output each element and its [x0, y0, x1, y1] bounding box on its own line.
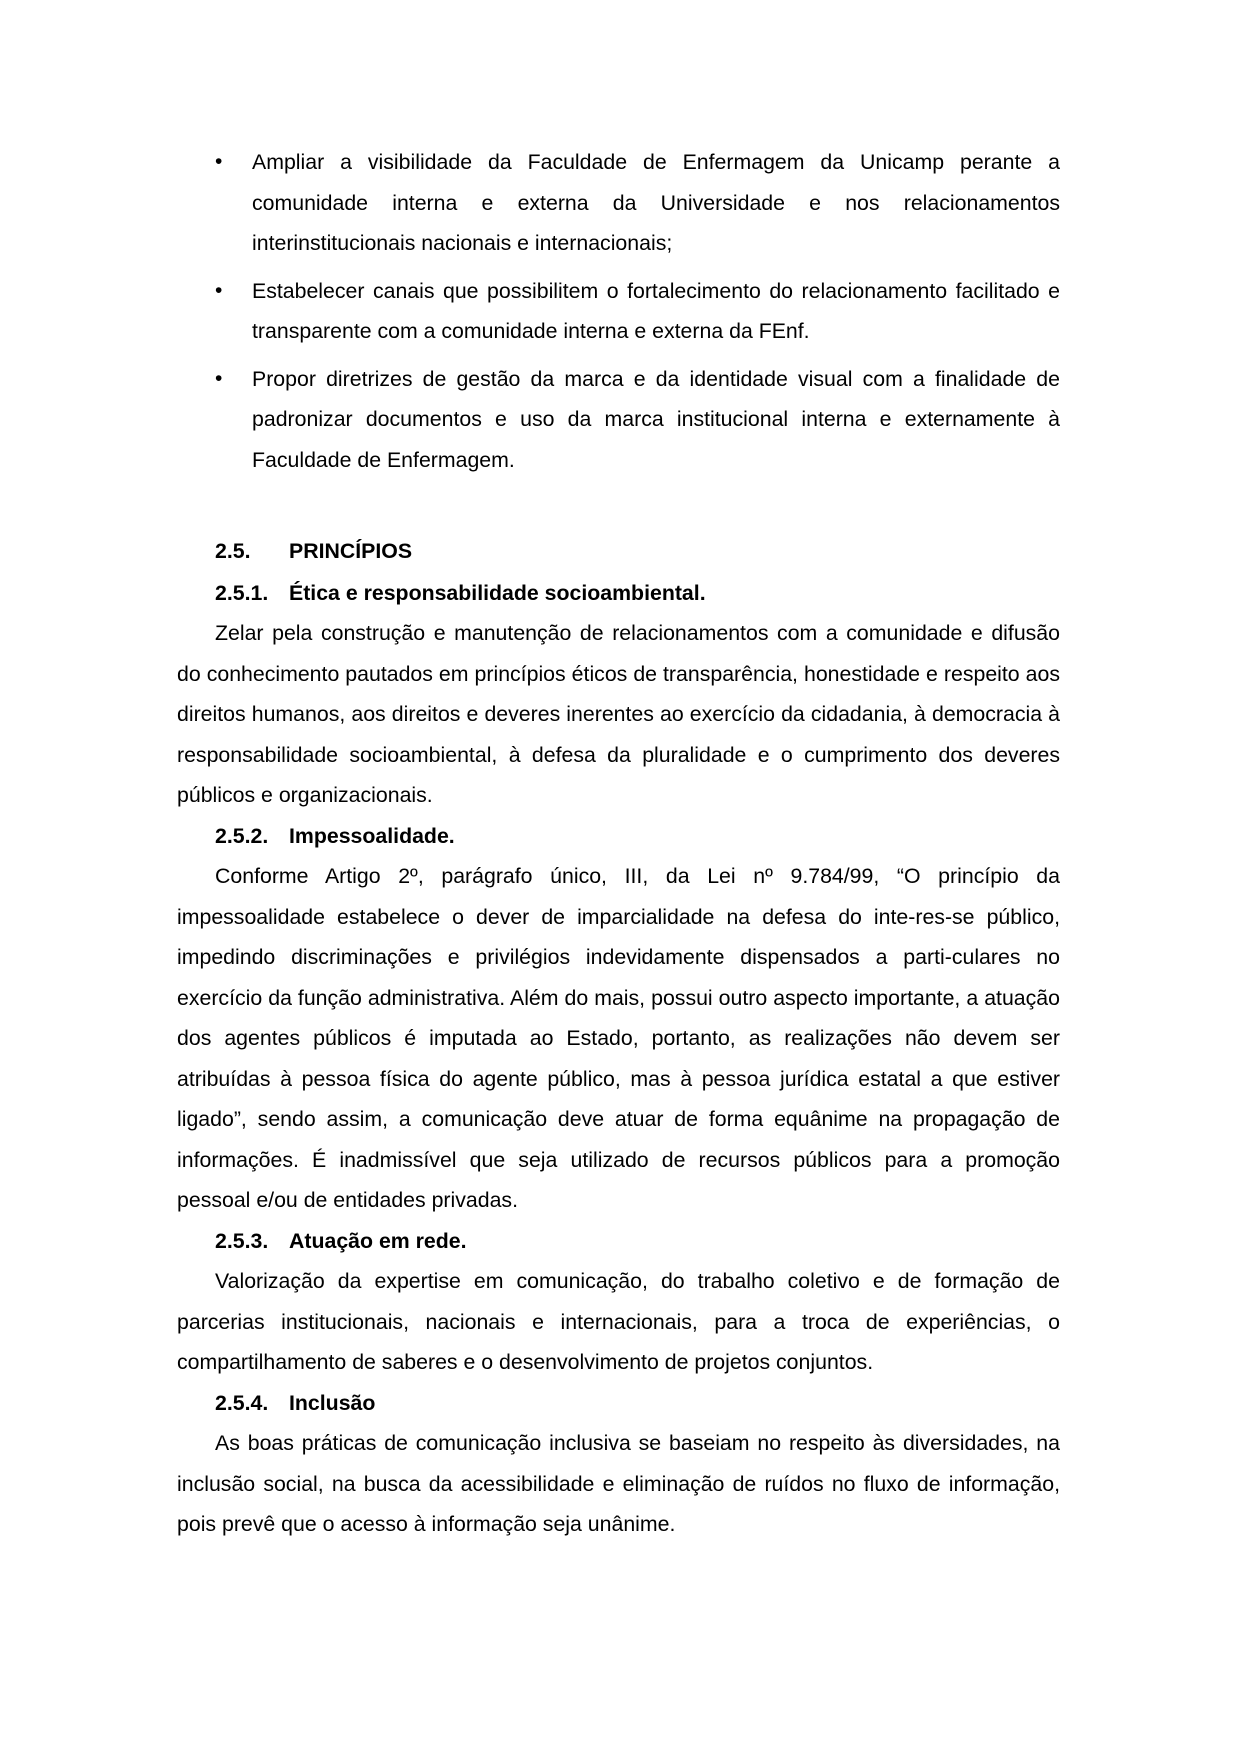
paragraph: Zelar pela construção e manutenção de relacionamentos com a comunidade e difusão do conhecimento pautados em princípios éticos de transparência, honestidade e respeito aos direitos humanos, aos direitos e deveres inerentes ao exercício da cidadania, à democracia à responsabilidade socioambiental, à defesa da pluralidade e o cumprimento dos deveres públicos e organizacionais.	[177, 621, 1060, 807]
subsection-title: Ética e responsabilidade socioambiental.	[289, 580, 706, 605]
list-item-text: Estabelecer canais que possibilitem o fortalecimento do relacionamento facilitado e transparente com a comunidade interna e externa da FEnf.	[252, 278, 1060, 343]
list-item	[177, 142, 1060, 264]
subsection-number: 2.5.2.	[215, 823, 269, 848]
section-title: PRINCÍPIOS	[289, 539, 413, 563]
subsection-heading	[177, 816, 1060, 857]
bullet-icon: •	[215, 278, 223, 302]
paragraph: As boas práticas de comunicação inclusiva se baseiam no respeito às diversidades, na inclusão social, na busca da acessibilidade e eliminação de ruídos no fluxo de informação, pois prevê que o acesso à informação seja unânime.	[177, 1431, 1060, 1536]
list-item	[177, 359, 1060, 481]
list-item-text: Ampliar a visibilidade da Faculdade de Enfermagem da Unicamp perante a comunidade interna e externa da Universidade e nos relacionamentos interinstitucionais nacionais e internacionais;	[252, 150, 1060, 255]
bullet-icon: •	[215, 366, 223, 390]
subsection-title: Atuação em rede.	[289, 1228, 467, 1253]
bullet-icon: •	[215, 150, 223, 173]
section-heading	[177, 531, 1060, 572]
paragraph: Conforme Artigo 2º, parágrafo único, III, da Lei nº 9.784/99, “O princípio da impessoalidade estabelece o dever de imparcialidade na defesa do inte-res-se público, impedindo discriminações e privilégios indevidamente dispensados a parti-culares no exercício da função administrativa. Além do mais, possui outro aspecto importante, a atuação dos agentes públicos é imputada ao Estado, portanto, as realizações não devem ser atribuídas à pessoa física do agente público, mas à pessoa jurídica estatal a que estiver ligado”, sendo assim, a comunicação deve atuar de forma equânime na propagação de informações. É inadmissível que seja utilizado de recursos públicos para a promoção pessoal e/ou de entidades privadas.	[177, 864, 1060, 1212]
subsection-heading	[177, 1383, 1060, 1424]
objectives-list	[177, 142, 1060, 480]
subsection-title: Inclusão	[289, 1390, 376, 1415]
subsection-number: 2.5.4.	[215, 1390, 269, 1415]
list-item	[177, 271, 1060, 352]
paragraph: Valorização da expertise em comunicação, do trabalho coletivo e de formação de parcerias institucionais, nacionais e internacionais, para a troca de experiências, o compartilhamento de saberes e o desenvolvimento de projetos conjuntos.	[177, 1269, 1060, 1374]
subsection-number: 2.5.3.	[215, 1228, 269, 1253]
section-number: 2.5.	[215, 539, 251, 563]
list-item-text: Propor diretrizes de gestão da marca e da identidade visual com a finalidade de padronizar documentos e uso da marca institucional interna e externamente à Faculdade de Enfermagem.	[252, 366, 1060, 472]
subsection-number: 2.5.1.	[215, 580, 269, 605]
subsection-heading	[177, 573, 1060, 614]
subsection-heading	[177, 1221, 1060, 1262]
subsection-title: Impessoalidade.	[289, 823, 455, 848]
